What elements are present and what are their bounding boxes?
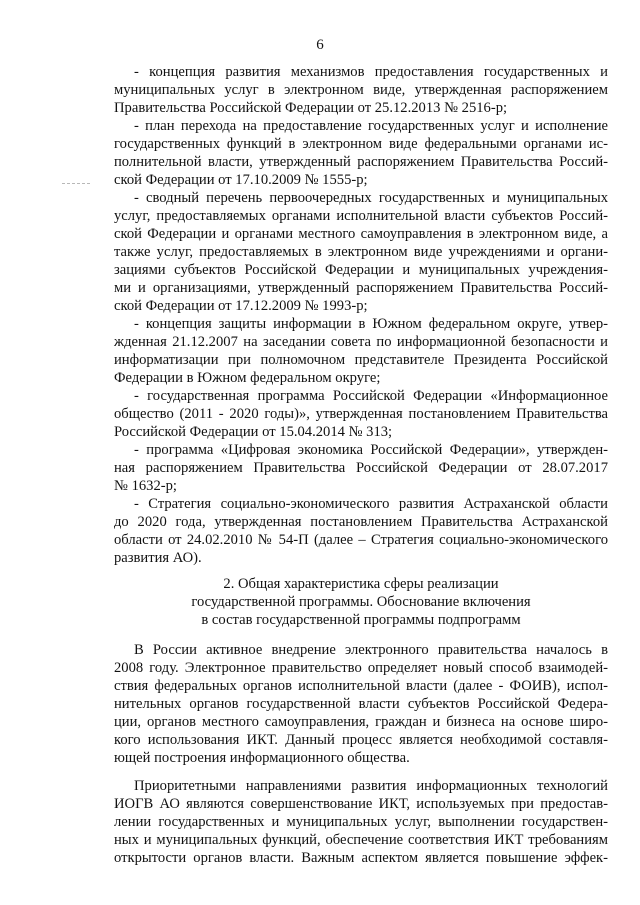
body-line: лении государственных и муниципальных услуг, выполнении государствен- xyxy=(114,814,608,830)
list-line: - Стратегия социально-экономического развития Астраханской области xyxy=(134,496,608,512)
list-line: полнительной власти, утвержденный распоряжением Правительства Россий- xyxy=(114,154,608,170)
list-line: ской Федерации от 17.10.2009 № 1555-р; xyxy=(114,172,368,188)
list-line: до 2020 года, утвержденная постановлением Правительства Астраханской xyxy=(114,514,608,530)
body-line: ющей построения информационного общества. xyxy=(114,750,410,766)
list-line: Федерации в Южном федеральном округе; xyxy=(114,370,381,386)
list-line: ная распоряжением Правительства Российской Федерации от 28.07.2017 xyxy=(114,460,608,476)
list-line: муниципальных услуг в электронном виде, утвержденная распоряжением xyxy=(114,82,608,98)
list-line: информатизации при полномочном представителе Президента Российской xyxy=(114,352,608,368)
body-line: 2008 году. Электронное правительство определяет новый способ взаимодей- xyxy=(114,660,608,676)
list-line: - государственная программа Российской Федерации «Информационное xyxy=(134,388,608,404)
margin-mark xyxy=(62,183,90,185)
body-line: ции, органов местного самоуправления, граждан и бизнеса на основе широ- xyxy=(114,714,608,730)
body-line: кого использования ИКТ. Данный процесс является необходимой составля- xyxy=(114,732,608,748)
body-line: ствия федеральных органов исполнительной власти (далее - ФОИВ), испол- xyxy=(114,678,608,694)
list-line: № 1632-р; xyxy=(114,478,177,494)
list-line: - программа «Цифровая экономика Российской Федерации», утвержден- xyxy=(134,442,608,458)
list-line: ми и организациями, утвержденный распоряжением Правительства Россий- xyxy=(114,280,608,296)
body-line: ных и муниципальных функций, обеспечение соответствия ИКТ требованиям xyxy=(114,832,608,848)
body-line: ИОГВ АО являются совершенствование ИКТ, используемых при предостав- xyxy=(114,796,608,812)
body-line: В России активное внедрение электронного правительства началось в xyxy=(134,642,608,658)
list-line: - план перехода на предоставление государственных услуг и исполнение xyxy=(134,118,608,134)
list-line: жденная 21.12.2007 на заседании совета по информационной безопасности и xyxy=(114,334,608,350)
list-line: также услуг, предоставляемых в электронном виде учреждениями и органи- xyxy=(114,244,608,260)
list-line: ской Федерации от 17.12.2009 № 1993-р; xyxy=(114,298,368,314)
section-heading-line: 2. Общая характеристика сферы реализации xyxy=(223,576,499,592)
section-heading-line: в состав государственной программы подпрограмм xyxy=(201,612,521,628)
list-line: - концепция развития механизмов предоставления государственных и xyxy=(134,64,608,80)
list-line: зациями субъектов Российской Федерации и муниципальных учреждения- xyxy=(114,262,608,278)
list-line: Правительства Российской Федерации от 25.12.2013 № 2516-р; xyxy=(114,100,508,116)
list-line: государственных функций в электронном виде федеральными органами ис- xyxy=(114,136,608,152)
list-line: Российской Федерации от 15.04.2014 № 313; xyxy=(114,424,393,440)
page-number: 6 xyxy=(316,37,324,53)
list-line: ской Федерации и органами местного самоуправления в электронном виде, а xyxy=(114,226,608,242)
list-line: развития АО). xyxy=(114,550,202,566)
body-line: открытости органов власти. Важным аспектом является повышение эффек- xyxy=(114,850,608,866)
body-line: Приоритетными направлениями развития информационных технологий xyxy=(134,778,608,794)
list-line: - сводный перечень первоочередных государственных и муниципальных xyxy=(134,190,608,206)
section-heading-line: государственной программы. Обоснование включения xyxy=(191,594,531,610)
list-line: услуг, предоставляемых органами исполнительной власти субъектов Россий- xyxy=(114,208,608,224)
body-line: нительных органов государственной власти субъектов Российской Федера- xyxy=(114,696,608,712)
list-line: области от 24.02.2010 № 54-П (далее – Стратегия социально-экономического xyxy=(114,532,608,548)
list-line: - концепция защиты информации в Южном федеральном округе, утвер- xyxy=(134,316,608,332)
list-line: общество (2011 - 2020 годы)», утвержденная постановлением Правительства xyxy=(114,406,608,422)
